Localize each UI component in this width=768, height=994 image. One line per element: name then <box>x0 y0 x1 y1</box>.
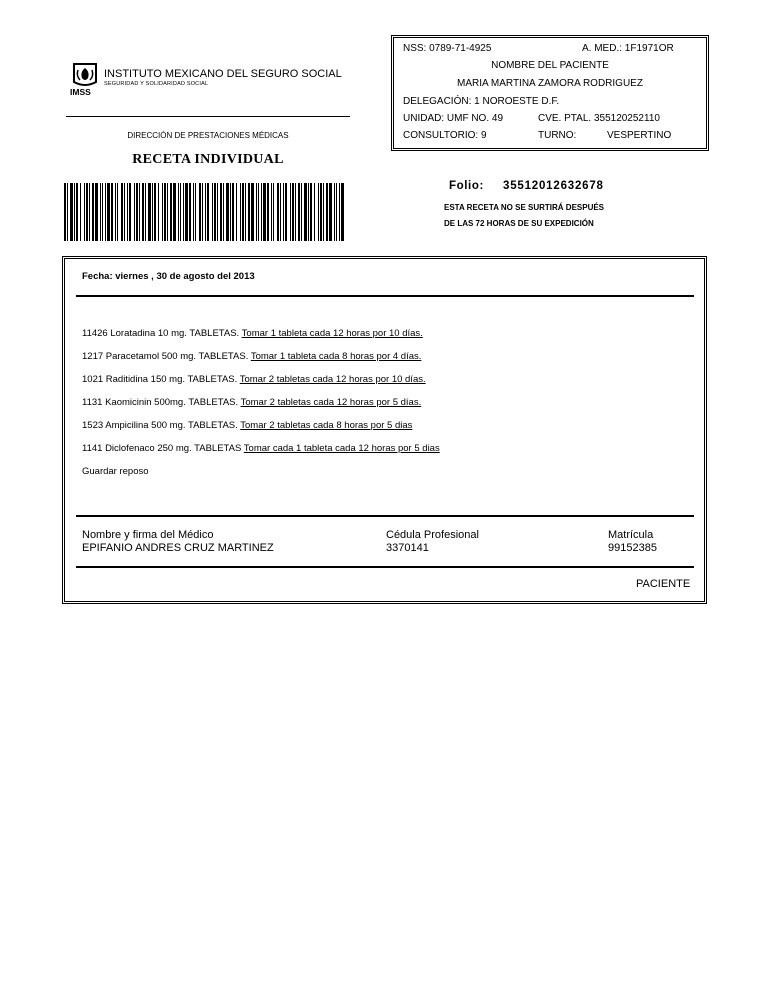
institute-name: INSTITUTO MEXICANO DEL SEGURO SOCIAL <box>104 68 342 80</box>
turno-label: TURNO: <box>538 130 577 141</box>
copy-label: PACIENTE <box>636 578 691 590</box>
prescription-note: Guardar reposo <box>82 466 149 477</box>
prescription-item: 1021 Raditidina 150 mg. TABLETAS. Tomar 2 tabletas cada 12 horas por 10 días. <box>82 374 426 385</box>
patient-name: MARIA MARTINA ZAMORA RODRIGUEZ <box>457 78 643 89</box>
prescription-date: Fecha: viernes , 30 de agosto del 2013 <box>82 271 255 282</box>
prescription-item: 1217 Paracetamol 500 mg. TABLETAS. Tomar 1 tableta cada 8 horas por 4 días. <box>82 351 422 362</box>
prescription-item: 1131 Kaomicinin 500mg. TABLETAS. Tomar 2 tabletas cada 12 horas por 5 días. <box>82 397 422 408</box>
logo-text: IMSS <box>70 87 91 96</box>
prescription-item: 1523 Ampicilina 500 mg. TABLETAS. Tomar 2 tabletas cada 8 horas por 5 dias <box>82 420 413 431</box>
patient-name-label: NOMBRE DEL PACIENTE <box>491 60 609 71</box>
folio-number: 35512012632678 <box>503 180 604 192</box>
prescription-item: 11426 Loratadina 10 mg. TABLETAS. Tomar 1 tableta cada 12 horas por 10 días. <box>82 328 423 339</box>
barcode <box>64 183 344 241</box>
imss-logo <box>70 62 100 96</box>
matricula-label: Matrícula <box>608 529 654 541</box>
document-title: RECETA INDIVIDUAL <box>132 152 284 167</box>
patient-info-box <box>391 35 709 151</box>
folio-label: Folio: <box>449 180 484 192</box>
turno: VESPERTINO <box>607 130 672 141</box>
direction-label: DIRECCIÓN DE PRESTACIONES MÉDICAS <box>127 131 289 140</box>
doctor-name: EPIFANIO ANDRES CRUZ MARTINEZ <box>82 542 274 554</box>
cve-ptal: CVE. PTAL. 355120252110 <box>538 113 660 124</box>
delegacion: DELEGACIÓN: 1 NOROESTE D.F. <box>403 96 560 107</box>
institute-subtitle: SEGURIDAD Y SOLIDARIDAD SOCIAL <box>104 81 209 87</box>
doctor-label: Nombre y firma del Médico <box>82 529 214 541</box>
consultorio: CONSULTORIO: 9 <box>403 130 487 141</box>
cedula-number: 3370141 <box>386 542 429 554</box>
signature-top-divider <box>76 515 694 517</box>
validity-warning-2: DE LAS 72 HORAS DE SU EXPEDICIÓN <box>444 219 594 228</box>
signature-bottom-divider <box>76 566 694 568</box>
matricula-number: 99152385 <box>608 542 657 554</box>
unidad: UNIDAD: UMF NO. 49 <box>403 113 504 124</box>
cedula-label: Cédula Profesional <box>386 529 479 541</box>
validity-warning-1: ESTA RECETA NO SE SURTIRÁ DESPUÉS <box>444 203 605 212</box>
a-med: A. MED.: 1F1971OR <box>582 43 674 54</box>
prescription-item: 1141 Diclofenaco 250 mg. TABLETAS Tomar cada 1 tableta cada 12 horas por 5 dias <box>82 443 440 454</box>
date-divider <box>76 295 694 297</box>
header-divider <box>66 116 350 117</box>
nss: NSS: 0789-71-4925 <box>403 43 492 54</box>
